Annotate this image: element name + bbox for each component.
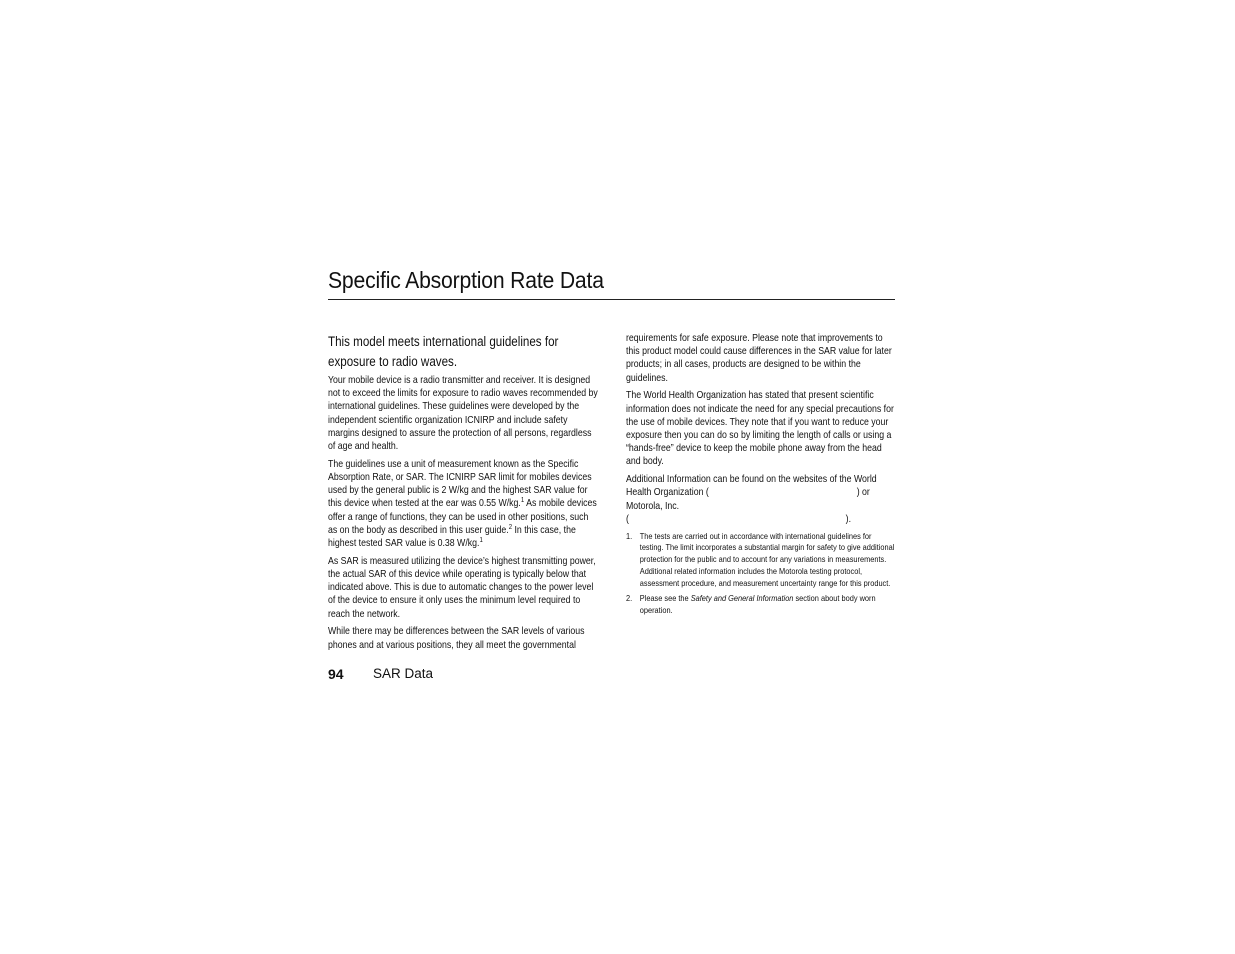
footer-section-label: SAR Data [373,666,434,681]
right-column [626,332,896,620]
page-number: 94 [328,666,344,682]
footnote-number: 1. [626,530,633,541]
text-run-italic: Safety and General Information [690,593,794,604]
right-column-content [626,332,896,617]
left-column-content [328,332,598,652]
section-subhead: This model meets international guidelines for exposure to radio waves. [328,334,559,369]
footnote-ref: 2 [508,523,513,531]
footnote-number: 2. [626,593,633,604]
text-run: As mobile devices offer a range of functions, they can be used in other positions, such as on the body as described in this user guide. [328,498,597,536]
paragraph-differences: While there may be differences between the SAR levels of various phones and at various positions, they all meet the governmental [328,626,585,651]
title-rule [328,299,895,300]
footnote-ref: 1 [479,537,483,545]
footnote [626,531,896,590]
paragraph-additional-info [626,473,896,526]
footnotes [626,531,896,617]
footnote [626,593,896,617]
footnote-ref: 1 [520,497,525,505]
text-run: ). [845,513,852,525]
text-run: Please see the [639,593,691,604]
text-run: Additional Information can be found on the websites of the World Health Organization ( [626,474,877,499]
paragraph-power-level: As SAR is measured utilizing the device’s highest transmitting power, the actual SAR of this device while operating is typically below that indicated above. This is due to automatic changes to the power level of the device to ensure it only uses the minimum level required to reach the network. [328,555,596,620]
left-column [328,332,598,656]
footnote-text [640,593,896,617]
footnote-text: The tests are carried out in accordance with international guidelines for testing. The limit incorporates a substantial margin for safety to give additional protection for the public and to account for any variations in measurements. Additional related information includes the Motorola testing protocol, assessment procedure, and measurement uncertainty range for this product. [639,530,895,588]
text-run: The guidelines use a unit of measurement known as the Specific Absorption Rate, or SAR. The ICNIRP SAR limit for mobiles devices used by the general public is 2 W/kg and the highest SAR value for this device when tested at the ear was 0.55 W/kg. [328,458,592,510]
text-run: In this case, the highest tested SAR value is 0.38 W/kg. [328,524,576,550]
paragraph-requirements: requirements for safe exposure. Please note that improvements to this product model could cause differences in the SAR value for later products; in all cases, products are designed to be within the guidelines. [626,333,892,384]
paragraph-sar-limit [328,458,598,550]
paragraph-intro: Your mobile device is a radio transmitter and receiver. It is designed not to exceed the limits for exposure to radio waves recommended by international guidelines. These guidelines were developed by the independent scientific organization ICNIRP and include safety margins designed to assure the protection of all persons, regardless of age and health. [328,375,598,453]
text-run: ) or Motorola, Inc. [626,487,870,512]
text-run: ( [626,513,629,525]
text-run: section about body worn operation. [639,593,876,615]
page-title: Specific Absorption Rate Data [328,267,604,293]
paragraph-who: The World Health Organization has stated that present scientific information does not indicate the need for any special precautions for the use of mobile devices. They note that if you want to reduce your exposure then you can do so by limiting the length of calls or using a “hands-free” device to keep the mobile phone away from the head and body. [626,390,894,468]
